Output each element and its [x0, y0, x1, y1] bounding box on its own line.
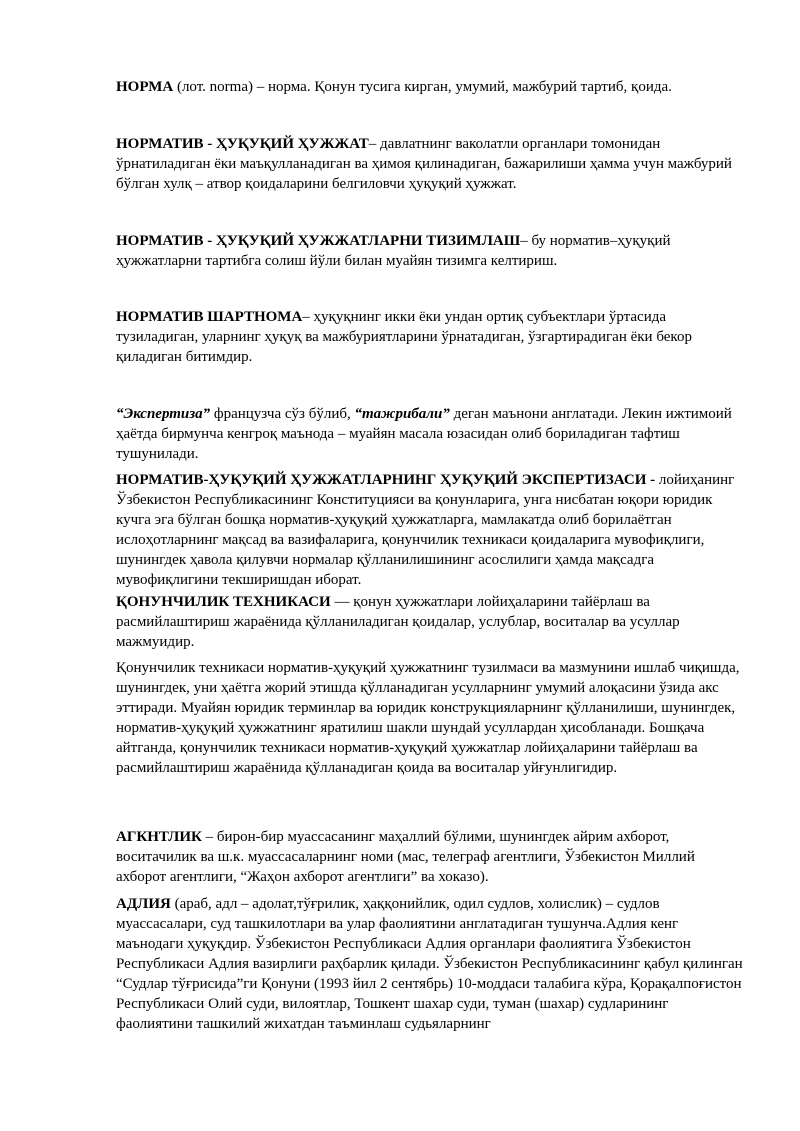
term-heading: ҚОНУНЧИЛИК ТЕХНИКАСИ — [116, 594, 331, 610]
body-paragraph: Қонунчилик техникаси норматив-ҳуқуқий ҳужжатнинг тузилмаси ва мазмунини ишлаб чиқишда, шунингдек, уни ҳаётга жорий этишда қўлланадиган усулларнинг умумий алоқасини ўзида акс эттиради. Муайян юридик терминлар ва юридик конструкцияларнинг қўлланилиши, шунингдек, норматив-ҳуқуқий ҳужжатнинг яратилиш шакли шундай усуллардан ҳисобланади. Бошқача айтганда, қонунчилик техникаси норматив-ҳуқуқий ҳужжатлар лойиҳаларини тайёрлаш ва расмийлаштириш жараёнида қўлланадиган қоида ва воситалар уйғунлигидир. — [116, 660, 740, 776]
entry-agentlik — [116, 827, 746, 887]
term-definition: (араб, адл – адолат,тўғрилик, ҳаққонийлик, одил судлов, холислик) – судлов муассасалари, суд ташкилотлари ва улар фаолиятини англатадиган тушунча.Адлия кенг маънодаги ҳуқуқдир. Ўзбекистон Республикаси Адлия органлари фаолиятига Ўзбекистон Республикаси Адлия вазирлиги раҳбарлик қилади. Ўзбекистон Республикасининг қабул қилинган “Судлар тўғрисида”ги Қонуни (1993 йил 2 сентябрь) 10-моддаси талабига кўра, Қорақалпоғистон Республикаси Олий суди, вилоятлар, Тошкент шахар суди, туман (шахар) судларининг фаолиятини ташкилий жихатдан таъминлаш судьяларнинг — [116, 896, 743, 1032]
entry-huquqiy-ekspertiza — [116, 470, 746, 590]
entry-normativ-shartnoma — [116, 307, 746, 367]
term-heading: “Экспертиза” — [116, 406, 211, 422]
term-heading-secondary: “тажрибали” — [354, 406, 450, 422]
entry-normativ-huquqiy-hujjat — [116, 134, 746, 194]
term-heading: АГКНТЛИК — [116, 829, 202, 845]
term-heading: НОРМАТИВ - ҲУҚУҚИЙ ҲУЖЖАТЛАРНИ ТИЗИМЛАШ — [116, 233, 521, 249]
term-heading: НОРМА — [116, 79, 174, 95]
term-definition: – ҳуқуқнинг икки ёки ундан ортиқ субъектлари ўртасида тузиладиган, уларнинг ҳуқуқ ва мажбуриятларини ўрнатадиган, ўзгартирадиган ёки бекор қиладиган битимдир. — [116, 309, 692, 365]
term-definition: – бу норматив–ҳуқуқий ҳужжатларни тартибга солиш йўли билан муайян тизимга келтириш. — [116, 233, 671, 269]
term-definition: — қонун ҳужжатлари лойиҳаларини тайёрлаш ва расмийлаштириш жараёнида қўлланиладиган қоидалар, услублар, воситалар ва усуллар мажмуидир. — [116, 594, 680, 650]
term-heading: НОРМАТИВ-ҲУҚУҚИЙ ҲУЖЖАТЛАРНИНГ ҲУҚУҚИЙ ЭКСПЕРТИЗАСИ - — [116, 472, 656, 488]
term-heading: НОРМАТИВ - ҲУҚУҚИЙ ҲУЖЖАТ — [116, 136, 369, 152]
term-definition-continued: деган маънони англатади. Лекин ижтимоий ҳаётда бирмунча кенгроқ маънода – муайян масала юзасидан олиб бориладиган тафтиш тушунилади. — [116, 406, 732, 462]
entry-tizimlash — [116, 231, 746, 271]
entry-norma — [116, 77, 746, 97]
entry-adliya — [116, 894, 746, 1034]
term-definition: (лот. norma) – норма. Қонун тусига кирган, умумий, мажбурий тартиб, қоида. — [173, 79, 672, 95]
term-definition: французча сўз бўлиб, — [210, 406, 355, 422]
term-definition: лойиҳанинг Ўзбекистон Республикасининг Конституцияси ва қонунларига, унга нисбатан юқори юридик кучга эга бўлган бошқа норматив-ҳуқуқий ҳужжатларга, мамлакатда олиб борилаётган ислоҳотларнинг мақсад ва вазифаларига, қонунчилик техникаси қоидаларига мувофиқлиги, шунингдек ҳавола қилувчи нормалар қўлланилишининг асослилиги ҳамда мақсадга мувофиқлигини текширишдан иборат. — [116, 472, 735, 588]
entry-qonunchilik-texnikasi — [116, 592, 746, 652]
entry-ekspertiza — [116, 404, 746, 464]
term-heading: АДЛИЯ — [116, 896, 171, 912]
term-definition: – бирон-бир муассасанинг маҳаллий бўлими, шунингдек айрим ахборот, воситачилик ва ш.к. муассасаларнинг номи (мас, телеграф агентлиги, Ўзбекистон Миллий ахборот агентлиги, “Жаҳон ахборот агентлиги” ва хоказо). — [116, 829, 695, 885]
term-definition: – давлатнинг ваколатли органлари томонидан ўрнатиладиган ёки маъқулланадиган ва ҳимоя қилинадиган, бажарилиши ҳамма учун мажбурий бўлган хулқ – атвор қоидаларини белгиловчи ҳуқуқий ҳужжат. — [116, 136, 732, 192]
paragraph-qonunchilik-texnikasi — [116, 658, 746, 778]
term-heading: НОРМАТИВ ШАРТНОМА — [116, 309, 303, 325]
